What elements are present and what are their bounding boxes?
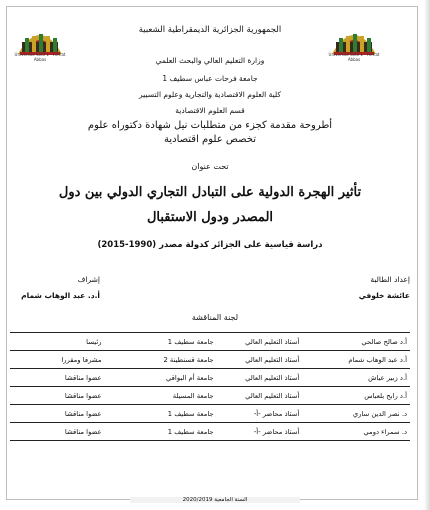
- page-edge-shadow: [424, 0, 430, 510]
- member-rank: أستاذ التعليم العالي: [217, 333, 303, 351]
- member-name: د. نصر الدين ساري: [302, 405, 410, 423]
- thesis-title-line-2: المصدر ودول الاستقبال: [146, 210, 274, 225]
- member-rank: أستاذ محاضر -أ-: [217, 423, 303, 441]
- member-institution: جامعة المسيلة: [105, 387, 217, 405]
- member-name: أ.د عبد الوهاب شمام: [302, 351, 410, 369]
- table-row: [10, 387, 410, 405]
- member-institution: جامعة أم البواقي: [105, 369, 217, 387]
- member-rank: أستاذ التعليم العالي: [217, 387, 303, 405]
- member-institution: جامعة سطيف 1: [105, 333, 217, 351]
- member-rank: أستاذ التعليم العالي: [217, 351, 303, 369]
- table-row: [10, 369, 410, 387]
- specialty: تخصص علوم اقتصادية: [163, 134, 257, 145]
- thesis-note: أطروحة مقدمة كجزء من متطلبات نيل شهادة دكتوراه علوم: [87, 120, 333, 131]
- table-row: [10, 405, 410, 423]
- member-name: أ.د صالح صالحي: [302, 333, 410, 351]
- supervision-label: إشراف: [77, 275, 100, 284]
- department-name: قسم العلوم الاقتصادية: [175, 106, 245, 115]
- prepared-by-label: إعداد الطالبة: [370, 275, 410, 284]
- ministry-name: وزارة التعليم العالي والبحث العلمي: [155, 56, 265, 65]
- member-rank: أستاذ محاضر -أ-: [217, 405, 303, 423]
- faculty-name: كلية العلوم الاقتصادية والتجارية وعلوم التسيير: [139, 90, 281, 99]
- member-institution: جامعة سطيف 1: [105, 405, 217, 423]
- member-role: رئيسا: [10, 333, 105, 351]
- member-name: د. سمراء دومي: [302, 423, 410, 441]
- committee-heading: لجنة المناقشة: [191, 313, 239, 322]
- member-role: عضوا مناقشا: [10, 423, 105, 441]
- member-role: عضوا مناقشا: [10, 369, 105, 387]
- thesis-title-line-1: تأثير الهجرة الدولية على التبادل التجاري الدولي بين دول: [58, 185, 362, 200]
- logo-right-caption: Université Sétif 1 · Ferhat Abbas: [328, 52, 380, 62]
- student-name: عائشة خلوفي: [358, 291, 410, 300]
- table-row: [10, 333, 410, 351]
- university-name: جامعة فرحات عباس سطيف 1: [162, 74, 258, 83]
- member-name: أ.د زبير عياش: [302, 369, 410, 387]
- member-role: مشرفا ومقررا: [10, 351, 105, 369]
- member-institution: جامعة قسنطينة 2: [105, 351, 217, 369]
- academic-year: السنة الجامعية 2020/2019: [130, 497, 300, 503]
- member-name: أ.د رابح بلعباس: [302, 387, 410, 405]
- thesis-subtitle: دراسة قياسية على الجزائر كدولة مصدر (1990-2015): [97, 240, 323, 250]
- republic-name: الجمهورية الجزائرية الديمقراطية الشعبية: [138, 25, 282, 35]
- table-row: [10, 423, 410, 441]
- member-role: عضوا مناقشا: [10, 387, 105, 405]
- member-institution: جامعة سطيف 1: [105, 423, 217, 441]
- member-role: عضوا مناقشا: [10, 405, 105, 423]
- table-row: [10, 351, 410, 369]
- committee-table: [10, 332, 410, 441]
- logo-left-caption: Université Sétif 1 · Ferhat Abbas: [14, 52, 66, 62]
- supervisor-name: أ.د. عبد الوهاب شمام: [21, 291, 100, 300]
- under-title-label: تحت عنوان: [191, 162, 229, 171]
- member-rank: أستاذ التعليم العالي: [217, 369, 303, 387]
